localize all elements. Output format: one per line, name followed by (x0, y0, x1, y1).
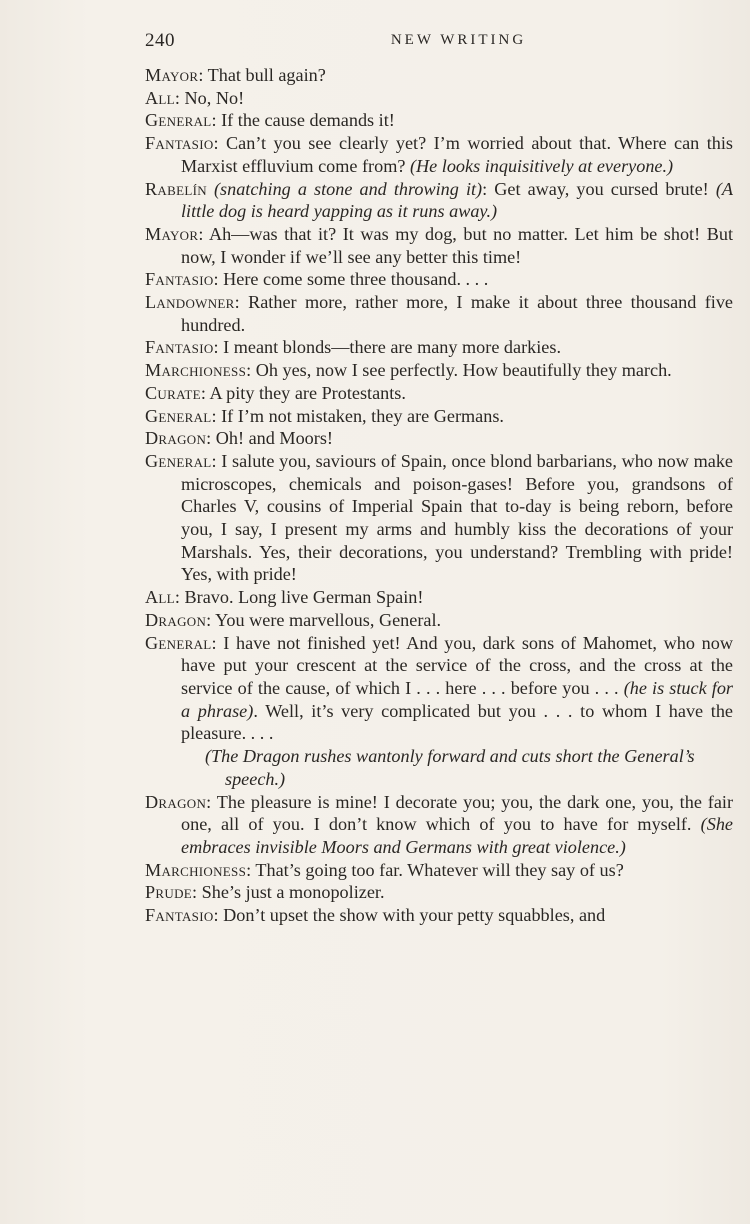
speech-text: No, No! (184, 87, 245, 108)
dialogue-line: Marchioness: That’s going too far. Whatever will they say of us? (145, 859, 624, 880)
dialogue-line: General: If I’m not mistaken, they are Germans. (145, 405, 504, 426)
dialogue-line: Prude: She’s just a monopolizer. (145, 882, 385, 903)
dialogue-line: All: Bravo. Long live German Spain! (145, 587, 424, 608)
speech-text: Oh! and Moors! (215, 428, 333, 449)
speech-text: If I’m not mistaken, they are Germans. (221, 405, 504, 426)
dialogue-line: Mayor: That bull again? (145, 65, 326, 85)
speaker-name: All (145, 587, 175, 608)
stage-direction: (he is stuck for a phrase) (181, 677, 734, 721)
speech-text: Oh yes, now I see perfectly. How beautifully they march. (255, 360, 672, 381)
speaker-name: Dragon (145, 609, 207, 630)
dialogue-line: Landowner: Rather more, rather more, I make it about three thousand five hundred. (145, 292, 733, 335)
dialogue-line: Mayor: Ah—was that it? It was my dog, but no matter. Let him be shot! But now, I wonder if we’ll see any better this time! (145, 223, 733, 267)
speaker-name: Fantasio (145, 269, 214, 290)
stage-direction: (A little dog is heard yapping as it runs away.) (181, 178, 734, 222)
speech-text: I have not finished yet! And you, dark sons of Mahomet, who now have put your crescent at the service of the cross, and the cross at the service of the cause, of which I . . . here . . . before you . . . (181, 632, 733, 698)
speaker-name: General (145, 450, 212, 471)
dialogue-line: Dragon: Oh! and Moors! (145, 428, 333, 449)
speech-text: That bull again? (207, 65, 326, 85)
speaker-name: Landowner (145, 292, 235, 313)
speech-text: I meant blonds—there are many more darkies. (223, 337, 562, 358)
speaker-name: Marchioness (145, 859, 247, 880)
dialogue-line: General: I salute you, saviours of Spain, once blond barbarians, who now make microscopes, chemicals and poison-gases! Before you, grandsons of Charles V, cousins of Imperial Spain that to-day is being reborn, before you, I say, I present my arms and humbly kiss the decorations of your Marshals. Yes, their decorations, you understand? Trembling with pride! Yes, with pride! (145, 450, 733, 585)
speech-text: I salute you, saviours of Spain, once blond barbarians, who now make microscopes, chemicals and poison-gases! Before you, grandsons of Charles V, cousins of Imperial Spain that to-day is being reborn, before you, I say, I present my arms and humbly kiss the decorations of your Marshals. Yes, their decorations, you understand? Trembling with pride! Yes, with pride! (181, 450, 733, 585)
speaker-name: Rabelín (145, 178, 207, 199)
speaker-name: Fantasio (145, 337, 214, 358)
speaker-name: Curate (145, 382, 201, 403)
stage-direction: (He looks inquisitively at everyone.) (409, 155, 674, 176)
dialogue-line: Fantasio: Don’t upset the show with your petty squabbles, and (145, 905, 606, 926)
speech-text: That’s going too far. Whatever will they say of us? (255, 859, 624, 880)
speaker-name: Dragon (145, 428, 207, 449)
speech-text: Get away, you cursed brute! (494, 178, 709, 199)
speech-text: She’s just a monopolizer. (201, 882, 385, 903)
page-number: 240 (145, 30, 175, 51)
dialogue-line: Dragon: The pleasure is mine! I decorate you; you, the dark one, you, the fair one, all of you. I don’t know which of you to have for myself. (She embraces invisible Moors and Germans with great violence.) (145, 791, 733, 857)
speaker-name: Marchioness (145, 360, 247, 381)
speech-text: Don’t upset the show with your petty squabbles, and (223, 905, 606, 926)
page-header (145, 30, 732, 56)
speech-text: Here come some three thousand. . . . (223, 269, 489, 290)
speaker-name: Mayor (145, 65, 199, 85)
speaker-name: Fantasio (145, 905, 214, 926)
speech-text: Bravo. Long live German Spain! (184, 587, 424, 608)
speech-text: If the cause demands it! (221, 110, 395, 131)
speaker-name: General (145, 632, 212, 653)
running-head: NEW WRITING (390, 32, 527, 48)
speaker-name: Dragon (145, 791, 207, 812)
dialogue-line: Fantasio: Here come some three thousand. . . . (145, 269, 489, 290)
play-text (145, 64, 733, 927)
speech-text: A pity they are Protestants. (209, 382, 406, 403)
speaker-name: Fantasio (145, 133, 214, 154)
dialogue-line: General: I have not finished yet! And you, dark sons of Mahomet, who now have put your crescent at the service of the cross, and the cross at the service of the cause, of which I . . . here . . . before you . . . (he is stuck for a phrase). Well, it’s very complicated but you . . . to whom I have the pleasure. . . . (145, 632, 734, 744)
speech-text: . Well, it’s very complicated but you . . . to whom I have the pleasure. . . . (181, 700, 733, 744)
speech-text: You were marvellous, General. (215, 609, 442, 630)
dialogue-line: Fantasio: I meant blonds—there are many more darkies. (145, 337, 562, 358)
dialogue-line: Dragon: You were marvellous, General. (145, 609, 442, 630)
stage-direction-block (145, 745, 733, 790)
dialogue-line: Fantasio: Can’t you see clearly yet? I’m worried about that. Where can this Marxist effluvium come from? (He looks inquisitively at everyone.) (145, 133, 733, 176)
speaker-name: Prude (145, 882, 193, 903)
speaker-name: General (145, 405, 212, 426)
stage-direction: (snatching a stone and throwing it) (213, 178, 483, 199)
speaker-name: All (145, 87, 175, 108)
dialogue-line: General: If the cause demands it! (145, 110, 395, 131)
stage-direction: (She embraces invisible Moors and Germans with great violence.) (181, 814, 733, 857)
dialogue-line: All: No, No! (145, 87, 245, 108)
stage-direction: (The Dragon rushes wantonly forward and cuts short the General’s speech.) (205, 746, 695, 789)
dialogue-line: Rabelín (snatching a stone and throwing it): Get away, you cursed brute! (A little dog is heard yapping as it runs away.) (145, 178, 734, 222)
speech-text: The pleasure is mine! I decorate you; you, the dark one, you, the fair one, all of you. I don’t know which of you to have for myself. (181, 791, 733, 835)
speaker-name: General (145, 110, 212, 131)
dialogue-line: Marchioness: Oh yes, now I see perfectly. How beautifully they march. (145, 360, 672, 381)
speaker-name: Mayor (145, 223, 199, 244)
dialogue-line: Curate: A pity they are Protestants. (145, 382, 406, 403)
speech-text: Can’t you see clearly yet? I’m worried about that. Where can this Marxist effluvium come from? (181, 133, 733, 176)
speech-text: Rather more, rather more, I make it about three thousand five hundred. (181, 292, 733, 335)
speech-text: Ah—was that it? It was my dog, but no matter. Let him be shot! But now, I wonder if we’ll see any better this time! (181, 223, 733, 267)
